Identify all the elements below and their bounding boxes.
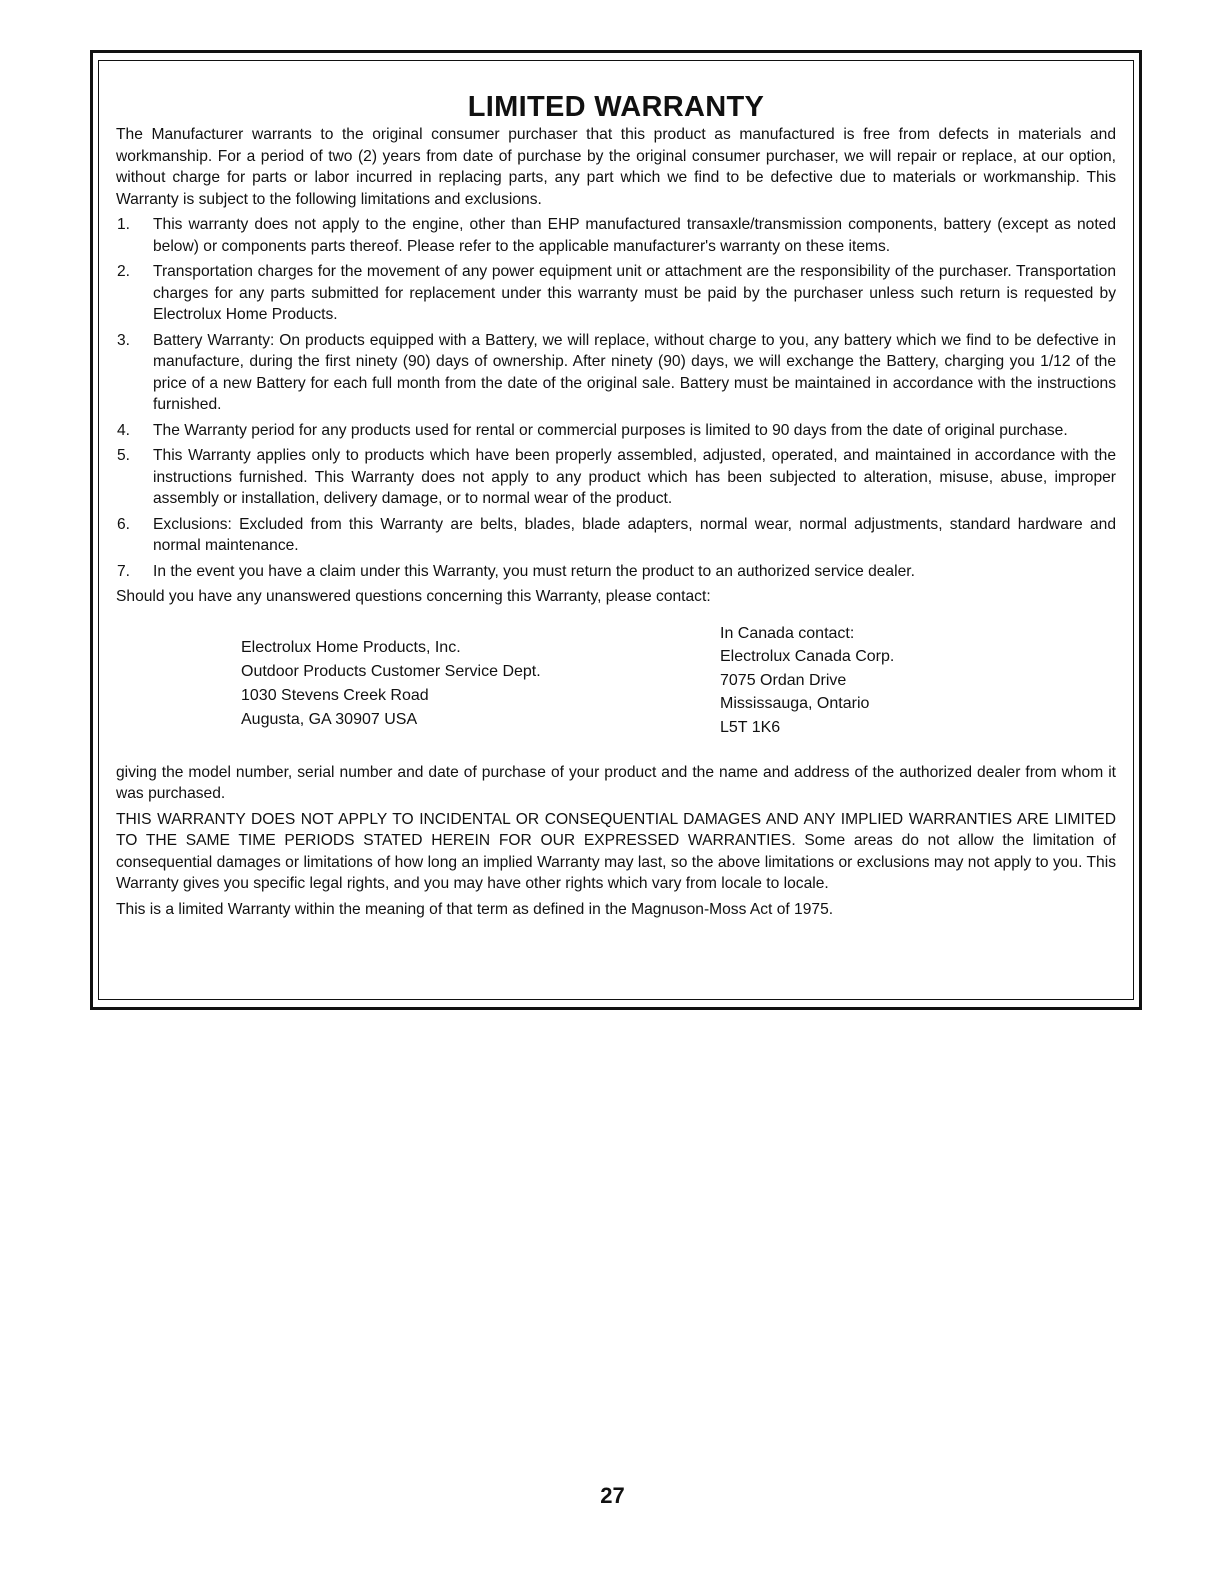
giving-paragraph: giving the model number, serial number and date of purchase of your product and the name and address of the authorized dealer from whom it was purchased. <box>116 763 1116 802</box>
list-item <box>116 214 1116 257</box>
closing-paragraph: This is a limited Warranty within the meaning of that term as defined in the Magnuson-Moss Act of 1975. <box>116 900 834 918</box>
limitations-list <box>116 214 1116 582</box>
list-item-text: This Warranty applies only to products which have been properly assembled, adjusted, operated, and maintained in accordance with the instructions furnished. This Warranty does not apply to any product which has been subjected to alteration, misuse, abuse, improper assembly or installation, delivery damage, or to normal wear of the product. <box>153 447 1116 507</box>
us-address-line: Augusta, GA 30907 USA <box>241 710 418 728</box>
list-item <box>116 561 1116 583</box>
canada-address-heading: In Canada contact: <box>720 624 855 642</box>
list-item <box>116 330 1116 416</box>
canada-address-line: Electrolux Canada Corp. <box>720 648 895 665</box>
list-item-number: 1. <box>117 216 131 233</box>
warranty-content <box>116 90 1116 924</box>
list-item-text: Battery Warranty: On products equipped with a Battery, we will replace, without charge to you, any battery which we find to be defective in manufacture, during the first ninety (90) days of ownership. After ninety (90) days, we will exchange the Battery, charging you 1/12 of the price of a new Battery for each full month from the date of the original sale. Battery must be maintained in accordance with the instructions furnished. <box>153 331 1116 413</box>
list-item-text: In the event you have a claim under this Warranty, you must return the product to an authorized service dealer. <box>153 562 915 580</box>
intro-paragraph: The Manufacturer warrants to the original consumer purchaser that this product as manufactured is free from defects in materials and workmanship. For a period of two (2) years from date of purchase by the original consumer purchaser, we will repair or replace, at our option, without charge for parts or labor incurred in replacing parts, any part which we find to be defective due to materials or workmanship. This Warranty is subject to the following limitations and exclusions. <box>116 126 1116 208</box>
list-item <box>116 445 1116 510</box>
list-item-text: The Warranty period for any products used for rental or commercial purposes is limited to 90 days from the date of original purchase. <box>153 421 1068 439</box>
list-item-number: 6. <box>117 515 131 533</box>
list-item <box>116 420 1116 442</box>
us-address-line: Outdoor Products Customer Service Dept. <box>241 662 541 680</box>
disclaimer-paragraph: THIS WARRANTY DOES NOT APPLY TO INCIDENTAL OR CONSEQUENTIAL DAMAGES AND ANY IMPLIED WARRANTIES ARE LIMITED TO THE SAME TIME PERIODS STATED HEREIN FOR OUR EXPRESSED WARRANTIES. Some areas do not allow the limitation of consequential damages or limitations of how long an implied Warranty may last, so the above limitations or exclusions may not apply to you. This Warranty gives you specific legal rights, and you may have other rights which vary from locale to locale. <box>116 810 1116 892</box>
canada-address <box>720 622 894 740</box>
list-item-number: 7. <box>117 562 131 580</box>
page-number: 27 <box>600 1483 625 1508</box>
canada-address-line: Mississauga, Ontario <box>720 695 870 712</box>
list-item-text: Transportation charges for the movement of any power equipment unit or attachment are the responsibility of the purchaser. Transportation charges for any parts submitted for replacement under this warranty must be paid by the purchaser unless such return is requested by Electrolux Home Products. <box>153 263 1116 323</box>
canada-address-line: L5T 1K6 <box>720 718 781 736</box>
list-item-text: This warranty does not apply to the engine, other than EHP manufactured transaxle/transmission components, battery (except as noted below) or components parts thereof. Please refer to the applicable manufacturer's warranty on these items. <box>153 216 1116 255</box>
list-item-number: 4. <box>117 421 131 439</box>
list-item-number: 2. <box>117 263 131 280</box>
contact-prompt: Should you have any unanswered questions concerning this Warranty, please contact: <box>116 588 711 605</box>
contact-addresses <box>116 622 1116 762</box>
list-item <box>116 261 1116 326</box>
page-title: LIMITED WARRANTY <box>467 91 765 123</box>
list-item-text: Exclusions: Excluded from this Warranty are belts, blades, blade adapters, normal wear, normal adjustments, standard hardware and normal maintenance. <box>153 515 1116 554</box>
us-address <box>241 636 541 732</box>
list-item <box>116 514 1116 557</box>
us-address-line: 1030 Stevens Creek Road <box>241 686 429 704</box>
list-item-number: 3. <box>117 331 131 349</box>
canada-address-line: 7075 Ordan Drive <box>720 671 847 689</box>
us-address-line: Electrolux Home Products, Inc. <box>241 638 461 656</box>
list-item-number: 5. <box>117 447 131 464</box>
